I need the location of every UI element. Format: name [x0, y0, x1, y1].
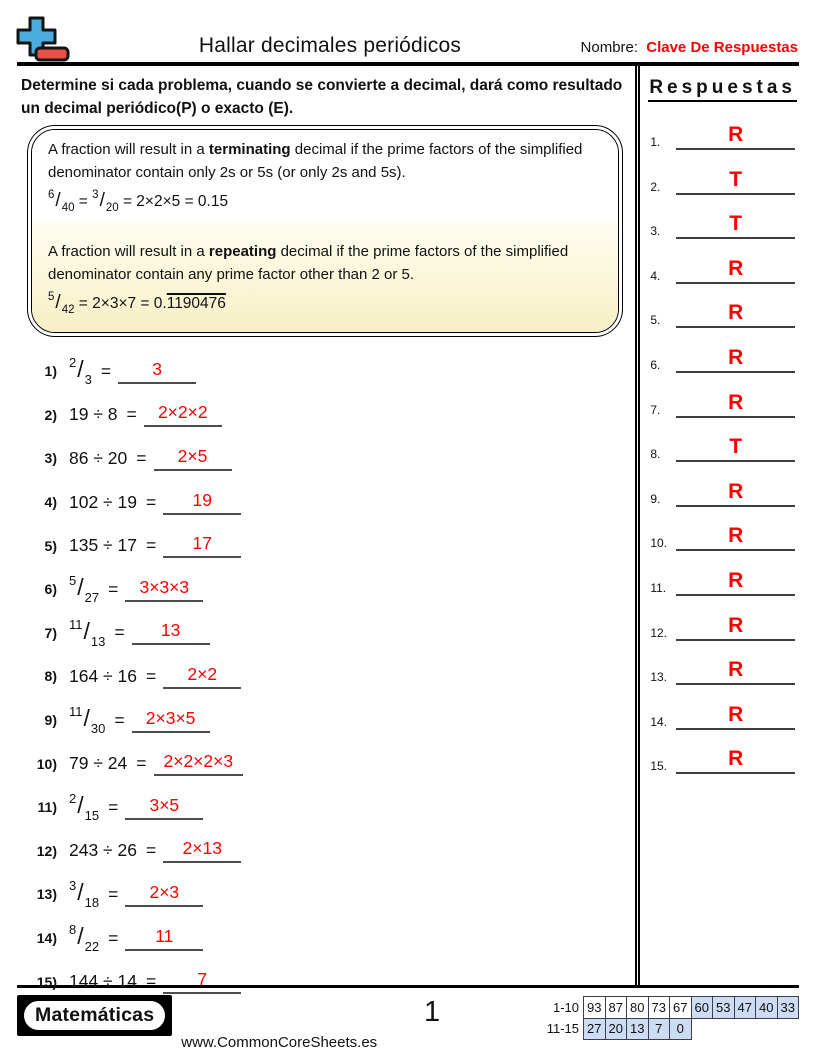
answer-row — [648, 685, 797, 730]
problem-row — [21, 698, 627, 742]
example-denominator: 40 — [61, 202, 75, 214]
answer-blank-line — [676, 436, 795, 462]
problem-expression — [69, 878, 99, 910]
answer-letter: R — [728, 613, 744, 637]
score-cell: 7 — [648, 1018, 670, 1040]
answer-row — [648, 150, 797, 195]
score-cell: 47 — [734, 997, 756, 1019]
fraction-numerator: 2 — [69, 791, 77, 807]
equals-sign: = — [146, 971, 157, 992]
example-numerator: 5 — [48, 291, 55, 304]
equals-sign: = — [136, 753, 147, 774]
answer-blank-line — [676, 213, 795, 239]
example-numerator: 3 — [92, 189, 99, 201]
score-range-label: 1-10 — [552, 999, 579, 1015]
main-content — [17, 66, 799, 992]
problem-answer: 2×2 — [187, 663, 218, 684]
score-cell: 53 — [713, 997, 735, 1019]
problem-number: 15) — [36, 973, 57, 990]
fraction-numerator: 11 — [69, 704, 83, 720]
answer-number: 4. — [650, 268, 661, 283]
problem-expression: 243 ÷ 26 — [69, 840, 137, 861]
answer-number: 11. — [650, 581, 667, 596]
answer-letter: R — [728, 390, 744, 414]
fraction-numerator: 11 — [69, 616, 83, 632]
answer-blank-line — [132, 708, 210, 733]
equals-sign: = — [146, 840, 157, 861]
answer-row — [648, 641, 797, 686]
fraction-slash: / — [77, 356, 84, 383]
equals-sign: = — [146, 535, 157, 556]
problem-number: 3) — [44, 450, 57, 467]
problem-expression — [69, 617, 105, 649]
problem-number: 7) — [44, 624, 57, 641]
equals-sign: = — [108, 883, 119, 904]
fraction-denominator: 15 — [84, 808, 100, 824]
score-table — [544, 996, 800, 1040]
equals-sign: = — [100, 360, 112, 381]
equals-sign: = — [126, 404, 137, 425]
example-equals: = — [74, 193, 93, 210]
answer-blank-line — [163, 533, 241, 558]
problems-column — [17, 66, 635, 992]
score-range-label: 11-15 — [546, 1021, 579, 1037]
problem-row — [21, 655, 627, 699]
answer-row — [648, 462, 797, 507]
problem-expression: 102 ÷ 19 — [69, 491, 137, 512]
score-cell: 40 — [756, 997, 778, 1019]
equals-sign: = — [146, 491, 157, 512]
problem-answer: 7 — [197, 969, 208, 990]
problem-expression — [69, 355, 92, 387]
answer-row — [648, 328, 797, 373]
problem-row — [21, 350, 627, 394]
fraction-denominator: 22 — [84, 939, 100, 955]
answer-blank-line — [125, 577, 203, 602]
problem-answer: 3×5 — [149, 794, 180, 815]
problem-expression: 164 ÷ 16 — [69, 665, 137, 686]
score-row — [544, 1018, 799, 1040]
fraction-denominator: 3 — [84, 372, 92, 388]
problem-number: 10) — [36, 755, 57, 772]
fraction-slash: / — [55, 292, 61, 314]
answer-blank-line — [676, 392, 795, 418]
answer-letter: T — [729, 212, 743, 236]
problem-answer: 2×13 — [182, 838, 222, 859]
problem-number: 9) — [44, 712, 57, 729]
problem-answer: 2×5 — [177, 445, 208, 466]
problem-row — [21, 916, 627, 960]
answer-blank-line — [676, 704, 795, 730]
answer-row — [648, 106, 797, 151]
answer-blank-line — [676, 302, 795, 328]
answer-row — [648, 239, 797, 284]
answer-row — [648, 730, 797, 775]
fraction-slash: / — [83, 617, 90, 644]
answer-blank-line — [676, 347, 795, 373]
repeating-text-post: decimal if the prime factors of the simplified denominator contain any prime factor other than 2 or 5. — [48, 243, 569, 283]
answer-letter: R — [728, 123, 744, 147]
fraction-slash: / — [83, 705, 90, 732]
fraction-denominator: 13 — [90, 633, 106, 649]
fraction-numerator: 5 — [69, 573, 77, 589]
answer-letter: R — [728, 569, 744, 593]
answers-column — [635, 66, 799, 985]
answer-letter: R — [728, 747, 744, 771]
answer-letter: R — [728, 346, 744, 370]
fraction-slash: / — [55, 190, 61, 211]
score-cell: 73 — [648, 997, 670, 1019]
problem-row — [21, 567, 627, 611]
problem-row — [21, 742, 627, 786]
fraction-slash: / — [77, 879, 84, 906]
answer-key-label: Clave De Respuestas — [646, 39, 798, 56]
fraction-slash: / — [77, 923, 84, 950]
brand-logo — [17, 995, 172, 1036]
score-cell: 67 — [670, 997, 692, 1019]
answer-blank-line — [676, 659, 795, 685]
score-cell: 87 — [605, 997, 627, 1019]
answer-blank-line — [125, 882, 203, 907]
problem-number: 1) — [44, 363, 57, 380]
problem-answer: 17 — [192, 533, 212, 554]
problem-row — [21, 873, 627, 917]
problem-row — [21, 393, 627, 437]
answer-row — [648, 507, 797, 552]
answer-letter: T — [729, 435, 743, 459]
answer-letter: R — [728, 524, 744, 548]
problem-number: 12) — [36, 842, 57, 859]
problem-answer: 13 — [160, 620, 181, 641]
answer-blank-line — [154, 446, 232, 471]
answer-row — [648, 551, 797, 596]
fraction-slash: / — [77, 574, 84, 601]
answer-blank-line — [676, 615, 795, 641]
terminating-example — [48, 187, 602, 217]
answer-blank-line — [144, 402, 222, 427]
problem-number: 5) — [44, 537, 57, 554]
fraction-slash: / — [99, 190, 105, 211]
fraction-slash: / — [77, 792, 84, 819]
answer-blank-line — [154, 751, 244, 776]
answer-blank-line — [163, 838, 241, 863]
problem-answer: 19 — [192, 489, 212, 510]
problem-number: 8) — [44, 668, 57, 685]
answer-letter: R — [728, 479, 744, 503]
problem-number: 13) — [36, 886, 57, 903]
answer-number: 15. — [650, 759, 668, 774]
answer-number: 6. — [650, 358, 661, 373]
terminating-text-post: decimal if the prime factors of the simplified denominator contain only 2s or 5s (or only 2s and 5s). — [48, 141, 583, 181]
answer-number: 10. — [650, 536, 668, 551]
problem-expression: 144 ÷ 14 — [69, 971, 137, 992]
problem-number: 2) — [44, 406, 57, 423]
example-denominator: 20 — [105, 202, 119, 214]
equals-sign: = — [108, 796, 119, 817]
answer-blank-line — [163, 490, 241, 515]
name-label: Nombre: — [580, 39, 639, 56]
answer-blank-line — [676, 525, 795, 551]
page-title: Hallar decimales periódicos — [198, 34, 462, 57]
score-cell: 20 — [605, 1018, 627, 1040]
example-numerator: 6 — [48, 189, 55, 201]
answer-blank-line — [125, 926, 203, 951]
repeating-rule-section — [32, 221, 618, 331]
answer-number: 9. — [650, 491, 661, 506]
problem-row — [21, 437, 627, 481]
score-cell: 60 — [691, 997, 713, 1019]
problem-expression: 86 ÷ 20 — [69, 447, 128, 468]
answer-blank-line — [676, 570, 795, 596]
answer-number: 13. — [650, 670, 668, 685]
problem-answer: 2×2×2×3 — [163, 751, 234, 772]
answer-number: 12. — [650, 625, 668, 640]
instructions-text: Determine si cada problema, cuando se convierte a decimal, dará como resultado un decimal periódico(P) o exacto (E). — [21, 76, 623, 117]
equals-sign: = — [114, 709, 125, 730]
problem-answer: 2×2×2 — [157, 402, 208, 423]
answer-number: 1. — [650, 135, 661, 150]
problem-answer: 3×3×3 — [139, 576, 190, 597]
repeating-text-pre: A fraction will result in a — [48, 243, 209, 261]
answer-number: 8. — [650, 447, 661, 462]
answer-letter: R — [728, 658, 744, 682]
problem-answer: 2×3 — [149, 881, 180, 902]
answer-blank-line — [676, 169, 795, 195]
answer-row — [648, 373, 797, 418]
info-box-inner — [31, 129, 619, 333]
problem-row — [21, 524, 627, 568]
answer-number: 7. — [650, 402, 661, 417]
score-cell: 0 — [670, 1018, 692, 1040]
score-cell: 33 — [777, 997, 799, 1019]
problem-row — [21, 480, 627, 524]
answer-blank-line — [676, 748, 795, 774]
answer-blank-line — [676, 124, 795, 150]
answer-row — [648, 418, 797, 463]
brand-name: Matemáticas — [23, 1000, 166, 1031]
header — [0, 0, 816, 62]
problem-number: 14) — [36, 930, 57, 947]
fraction-denominator: 27 — [84, 590, 100, 606]
answers-list — [648, 106, 797, 775]
answer-blank-line — [132, 620, 210, 645]
fraction-denominator: 18 — [84, 895, 100, 911]
problem-expression — [69, 922, 99, 954]
name-area — [581, 39, 798, 56]
answer-letter: R — [728, 256, 744, 280]
problem-row — [21, 829, 627, 873]
score-cell: 93 — [584, 997, 606, 1019]
answer-letter: R — [728, 702, 744, 726]
footer — [0, 988, 816, 1055]
problem-number: 6) — [44, 581, 57, 598]
problem-expression: 135 ÷ 17 — [69, 535, 137, 556]
info-box — [27, 125, 623, 337]
answer-letter: T — [729, 167, 743, 191]
answer-number: 3. — [650, 224, 661, 239]
repeating-digits-overline: 1190476 — [166, 295, 226, 313]
website-url: www.CommonCoreSheets.es — [181, 1034, 378, 1051]
answer-row — [648, 195, 797, 240]
repeating-example — [48, 289, 602, 319]
answer-blank-line — [118, 359, 196, 384]
answer-number: 2. — [650, 179, 661, 194]
answer-blank-line — [125, 795, 203, 820]
terminating-rule-section — [32, 130, 618, 221]
page-number: 1 — [424, 996, 441, 1028]
example-result: = 2×2×5 = 0.15 — [118, 193, 229, 210]
terminating-keyword: terminating — [208, 141, 291, 158]
equals-sign: = — [114, 622, 125, 643]
fraction-denominator: 30 — [90, 721, 106, 737]
repeating-keyword: repeating — [208, 243, 277, 261]
answer-letter: R — [728, 301, 744, 325]
score-cell: 13 — [627, 1018, 649, 1040]
problem-expression — [69, 573, 99, 605]
example-denominator: 42 — [61, 304, 75, 317]
problem-expression: 79 ÷ 24 — [69, 753, 128, 774]
terminating-text-pre: A fraction will result in a — [48, 141, 209, 158]
problem-answer: 11 — [155, 925, 174, 946]
answer-number: 14. — [650, 714, 668, 729]
answer-blank-line — [676, 481, 795, 507]
problems-list — [21, 350, 627, 1004]
score-cell: 80 — [627, 997, 649, 1019]
score-cell: 27 — [584, 1018, 606, 1040]
problem-row — [21, 785, 627, 829]
answer-blank-line — [676, 258, 795, 284]
answers-panel-title: Respuestas — [648, 77, 797, 102]
answer-blank-line — [163, 664, 241, 689]
answer-number: 5. — [650, 313, 661, 328]
score-row — [544, 997, 799, 1019]
equals-sign: = — [136, 447, 147, 468]
problem-answer: 3 — [152, 358, 162, 379]
problem-expression: 19 ÷ 8 — [69, 404, 118, 425]
fraction-numerator: 3 — [69, 878, 77, 894]
example-result: = 2×3×7 = 0. — [74, 295, 167, 313]
equals-sign: = — [108, 578, 119, 599]
equals-sign: = — [146, 665, 157, 686]
fraction-numerator: 8 — [69, 922, 77, 938]
problem-row — [21, 611, 627, 655]
equals-sign: = — [108, 927, 119, 948]
answer-row — [648, 596, 797, 641]
problem-expression — [69, 791, 99, 823]
problem-number: 4) — [44, 494, 57, 511]
answer-row — [648, 284, 797, 329]
problem-number: 11) — [37, 799, 57, 816]
fraction-numerator: 2 — [69, 355, 77, 371]
problem-expression — [69, 704, 105, 736]
problem-answer: 2×3×5 — [145, 707, 196, 728]
